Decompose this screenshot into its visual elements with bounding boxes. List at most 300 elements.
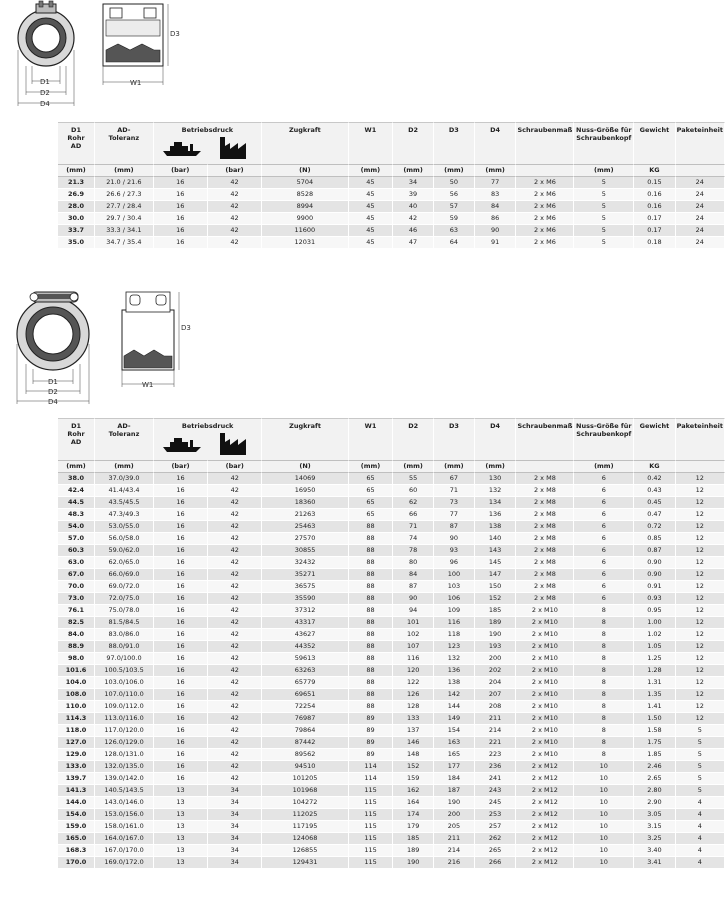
table-cell: 190 <box>475 629 517 641</box>
unit-gewicht: KG <box>634 460 675 473</box>
col-header-schraubenmass: Schraubenmaß <box>516 122 574 164</box>
table-cell: 211 <box>475 713 517 725</box>
table-cell: 32432 <box>262 557 348 569</box>
table-cell: 90 <box>434 533 475 545</box>
table-cell: 8 <box>574 641 634 653</box>
table-cell: 6 <box>574 593 634 605</box>
table-cell: 200 <box>434 809 475 821</box>
table-cell: 2 x M12 <box>516 809 574 821</box>
table-cell: 2 x M6 <box>516 213 574 225</box>
table-cell: 2 x M12 <box>516 785 574 797</box>
table-cell: 88 <box>349 557 394 569</box>
table-cell: 115 <box>349 845 394 857</box>
unit-p1: (bar) <box>154 460 208 473</box>
unit-schraube <box>516 164 574 177</box>
table-cell: 2 x M10 <box>516 737 574 749</box>
table-cell: 16 <box>154 629 208 641</box>
table-cell: 16 <box>154 533 208 545</box>
table-cell: 14069 <box>262 473 348 485</box>
table-cell: 96 <box>434 557 475 569</box>
col-header-pressure-label: Betriebsdruck <box>181 422 234 430</box>
table-cell: 16 <box>154 617 208 629</box>
table-cell: 57.0 <box>58 533 95 545</box>
table-cell: 12 <box>676 569 725 581</box>
table-cell: 10 <box>574 785 634 797</box>
table-cell: 43317 <box>262 617 348 629</box>
table-cell: 16 <box>154 569 208 581</box>
table-row <box>58 629 725 641</box>
table-cell: 170.0 <box>58 857 95 869</box>
table-cell: 2 x M8 <box>516 569 574 581</box>
table-cell: 153.0/156.0 <box>95 809 154 821</box>
table-cell: 221 <box>475 737 517 749</box>
table-cell: 102 <box>393 629 434 641</box>
table-cell: 132 <box>475 485 517 497</box>
table-cell: 34 <box>208 833 262 845</box>
table-cell: 88 <box>349 701 394 713</box>
table-cell: 8 <box>574 749 634 761</box>
table-cell: 90 <box>475 225 517 237</box>
table-cell: 115 <box>349 809 394 821</box>
table-cell: 59613 <box>262 653 348 665</box>
dim-label-d3: D3 <box>170 30 180 38</box>
table-cell: 116 <box>393 653 434 665</box>
table-cell: 8 <box>574 713 634 725</box>
table-cell: 2 x M8 <box>516 581 574 593</box>
table-cell: 1.28 <box>634 665 675 677</box>
table-cell: 42 <box>208 177 262 189</box>
table-cell: 47.3/49.3 <box>95 509 154 521</box>
table-cell: 1.85 <box>634 749 675 761</box>
table-row <box>58 201 725 213</box>
table-cell: 16 <box>154 545 208 557</box>
table-cell: 12 <box>676 497 725 509</box>
table-cell: 2 x M12 <box>516 857 574 869</box>
table-cell: 28.0 <box>58 201 95 213</box>
clamp-technical-drawing-small <box>8 0 188 112</box>
table-cell: 8 <box>574 617 634 629</box>
table-cell: 185 <box>393 833 434 845</box>
table-cell: 138 <box>475 521 517 533</box>
table-cell: 24 <box>676 225 725 237</box>
table-cell: 35.0 <box>58 237 95 249</box>
table-cell: 4 <box>676 821 725 833</box>
table-cell: 2 x M6 <box>516 237 574 249</box>
unit-p2: (bar) <box>208 460 262 473</box>
unit-paket <box>676 164 725 177</box>
table-cell: 87 <box>434 521 475 533</box>
table-cell: 159 <box>393 773 434 785</box>
table-cell: 66.0/69.0 <box>95 569 154 581</box>
table-cell: 42 <box>208 509 262 521</box>
dim-label-d2: D2 <box>48 388 58 396</box>
table-cell: 12 <box>676 545 725 557</box>
dim-label-w1: W1 <box>130 79 142 87</box>
table-cell: 1.00 <box>634 617 675 629</box>
table-cell: 12 <box>676 665 725 677</box>
table-cell: 126855 <box>262 845 348 857</box>
table-cell: 6 <box>574 581 634 593</box>
table-cell: 88 <box>349 545 394 557</box>
table-cell: 165 <box>434 749 475 761</box>
table-cell: 65 <box>349 485 394 497</box>
table-cell: 10 <box>574 833 634 845</box>
col-header-ad-tolerance: AD- Toleranz <box>95 418 154 460</box>
table-cell: 5 <box>574 189 634 201</box>
unit-zugkraft: (N) <box>262 164 349 177</box>
table-cell: 16 <box>154 237 208 249</box>
table-cell: 88 <box>349 653 394 665</box>
table-cell: 42 <box>208 725 262 737</box>
col-header-nuss: Nuss-Größe für Schraubenkopf <box>574 122 634 164</box>
table-cell: 88 <box>349 605 394 617</box>
table-cell: 6 <box>574 497 634 509</box>
table-cell: 67.0 <box>58 569 95 581</box>
col-header-gewicht: Gewicht <box>634 122 675 164</box>
table-cell: 88.0/91.0 <box>95 641 154 653</box>
table-cell: 16 <box>154 725 208 737</box>
table-cell: 42 <box>208 213 262 225</box>
table-cell: 159.0 <box>58 821 95 833</box>
table-cell: 1.31 <box>634 677 675 689</box>
table-cell: 12 <box>676 593 725 605</box>
table-cell: 164.0/167.0 <box>95 833 154 845</box>
table-cell: 200 <box>475 653 517 665</box>
table-cell: 42 <box>208 677 262 689</box>
table-cell: 76.1 <box>58 605 95 617</box>
table-cell: 34 <box>208 809 262 821</box>
factory-icon <box>218 137 248 159</box>
table-cell: 0.45 <box>634 497 675 509</box>
clamp-drawing-large <box>8 284 198 408</box>
table-cell: 73 <box>434 497 475 509</box>
spec-table-small <box>58 122 725 249</box>
table-cell: 12 <box>676 629 725 641</box>
table-cell: 16 <box>154 581 208 593</box>
table-cell: 71 <box>434 485 475 497</box>
table-cell: 0.87 <box>634 545 675 557</box>
table-cell: 149 <box>434 713 475 725</box>
table-cell: 114 <box>349 761 394 773</box>
table-row <box>58 521 725 533</box>
table-cell: 101.6 <box>58 665 95 677</box>
table-cell: 216 <box>434 857 475 869</box>
table-cell: 16 <box>154 485 208 497</box>
dim-label-d3: D3 <box>181 324 191 332</box>
table-cell: 40 <box>393 201 434 213</box>
table-cell: 165.0 <box>58 833 95 845</box>
table-cell: 2 x M10 <box>516 677 574 689</box>
table-cell: 187 <box>434 785 475 797</box>
col-header-d1: D1 Rohr AD <box>58 418 95 460</box>
table-cell: 12 <box>676 677 725 689</box>
table-cell: 72254 <box>262 701 348 713</box>
table-cell: 42 <box>208 569 262 581</box>
table-cell: 5 <box>676 725 725 737</box>
col-header-d2: D2 <box>393 418 434 460</box>
table-cell: 39 <box>393 189 434 201</box>
table-cell: 97.0/100.0 <box>95 653 154 665</box>
table-cell: 12 <box>676 581 725 593</box>
table-row <box>58 845 725 857</box>
table-cell: 34 <box>208 857 262 869</box>
table-cell: 47 <box>393 237 434 249</box>
table-cell: 12 <box>676 485 725 497</box>
table-cell: 2 x M8 <box>516 509 574 521</box>
table-cell: 88 <box>349 533 394 545</box>
table-row <box>58 605 725 617</box>
table-cell: 144 <box>434 701 475 713</box>
table-cell: 214 <box>434 845 475 857</box>
table-cell: 162 <box>393 785 434 797</box>
table-cell: 0.47 <box>634 509 675 521</box>
table-cell: 4 <box>676 797 725 809</box>
table-cell: 37312 <box>262 605 348 617</box>
table-row <box>58 809 725 821</box>
col-header-paket: Paketeinheit <box>676 418 725 460</box>
table-cell: 42 <box>208 581 262 593</box>
table-cell: 0.18 <box>634 237 675 249</box>
table-cell: 16 <box>154 761 208 773</box>
table-cell: 138 <box>434 677 475 689</box>
table-cell: 42 <box>208 665 262 677</box>
table-cell: 13 <box>154 821 208 833</box>
col-header-pressure <box>154 122 262 164</box>
col-header-ad-tolerance: AD- Toleranz <box>95 122 154 164</box>
table-cell: 3.15 <box>634 821 675 833</box>
table-cell: 136 <box>434 665 475 677</box>
table-cell: 0.72 <box>634 521 675 533</box>
table-cell: 84 <box>475 201 517 213</box>
unit-d4: (mm) <box>475 460 517 473</box>
table-cell: 24 <box>676 177 725 189</box>
table-cell: 127.0 <box>58 737 95 749</box>
table-cell: 107.0/110.0 <box>95 689 154 701</box>
table-cell: 8 <box>574 665 634 677</box>
table-cell: 62.0/65.0 <box>95 557 154 569</box>
table-cell: 89562 <box>262 749 348 761</box>
table-cell: 104.0 <box>58 677 95 689</box>
unit-ad: (mm) <box>95 164 154 177</box>
table-cell: 2 x M10 <box>516 605 574 617</box>
table-cell: 115 <box>349 797 394 809</box>
table-cell: 214 <box>475 725 517 737</box>
table-cell: 42 <box>208 737 262 749</box>
table-cell: 5704 <box>262 177 349 189</box>
table-cell: 110.0 <box>58 701 95 713</box>
table-cell: 13 <box>154 845 208 857</box>
table-row <box>58 773 725 785</box>
table-cell: 204 <box>475 677 517 689</box>
table-cell: 1.05 <box>634 641 675 653</box>
table-cell: 115 <box>349 785 394 797</box>
table-cell: 101205 <box>262 773 348 785</box>
table-cell: 13 <box>154 833 208 845</box>
table-cell: 137 <box>393 725 434 737</box>
table-cell: 45 <box>349 201 394 213</box>
table-cell: 93 <box>434 545 475 557</box>
table-cell: 16 <box>154 509 208 521</box>
col-header-d3: D3 <box>434 122 475 164</box>
table-cell: 86 <box>475 213 517 225</box>
table-cell: 107 <box>393 641 434 653</box>
table-cell: 2 x M8 <box>516 557 574 569</box>
table-cell: 10 <box>574 845 634 857</box>
table-cell: 8 <box>574 605 634 617</box>
unit-d3: (mm) <box>434 164 475 177</box>
table-cell: 27570 <box>262 533 348 545</box>
table-cell: 16 <box>154 593 208 605</box>
table-cell: 16 <box>154 497 208 509</box>
table-cell: 88 <box>349 569 394 581</box>
table-cell: 21.0 / 21.6 <box>95 177 154 189</box>
table-cell: 174 <box>393 809 434 821</box>
table-cell: 12 <box>676 533 725 545</box>
table-cell: 103.0/106.0 <box>95 677 154 689</box>
table-cell: 114 <box>349 773 394 785</box>
table-cell: 42 <box>208 201 262 213</box>
unit-p1: (bar) <box>154 164 208 177</box>
table-cell: 2 x M10 <box>516 653 574 665</box>
table-cell: 3.05 <box>634 809 675 821</box>
table-cell: 10 <box>574 821 634 833</box>
table-cell: 1.02 <box>634 629 675 641</box>
table-cell: 43.5/45.5 <box>95 497 154 509</box>
table-cell: 42 <box>208 533 262 545</box>
unit-d2: (mm) <box>393 164 434 177</box>
table-cell: 112025 <box>262 809 348 821</box>
table-cell: 8 <box>574 677 634 689</box>
table-cell: 88 <box>349 665 394 677</box>
col-header-schraubenmass: Schraubenmaß <box>516 418 574 460</box>
table-cell: 81.5/84.5 <box>95 617 154 629</box>
col-header-d4: D4 <box>475 122 517 164</box>
table-cell: 236 <box>475 761 517 773</box>
unit-w1: (mm) <box>349 460 394 473</box>
table-cell: 88 <box>349 593 394 605</box>
table-cell: 34 <box>208 845 262 857</box>
table-cell: 2 x M10 <box>516 725 574 737</box>
table-cell: 30855 <box>262 545 348 557</box>
table-cell: 2 x M8 <box>516 545 574 557</box>
table-cell: 16 <box>154 737 208 749</box>
table-cell: 42 <box>208 237 262 249</box>
table-cell: 132.0/135.0 <box>95 761 154 773</box>
table-cell: 128.0/131.0 <box>95 749 154 761</box>
table-cell: 2 x M8 <box>516 521 574 533</box>
table-cell: 12 <box>676 557 725 569</box>
table-cell: 30.0 <box>58 213 95 225</box>
table-cell: 29.7 / 30.4 <box>95 213 154 225</box>
table-cell: 253 <box>475 809 517 821</box>
unit-nuss: (mm) <box>574 460 634 473</box>
col-header-nuss: Nuss-Größe für Schraubenkopf <box>574 418 634 460</box>
table-cell: 10 <box>574 857 634 869</box>
table-cell: 70.0 <box>58 581 95 593</box>
table-cell: 139.0/142.0 <box>95 773 154 785</box>
table-row <box>58 237 725 249</box>
table-cell: 184 <box>434 773 475 785</box>
table-cell: 108.0 <box>58 689 95 701</box>
table-cell: 48.3 <box>58 509 95 521</box>
table-cell: 6 <box>574 473 634 485</box>
table-cell: 140.5/143.5 <box>95 785 154 797</box>
table-cell: 16 <box>154 557 208 569</box>
dim-label-d1: D1 <box>40 78 50 86</box>
table-cell: 1.41 <box>634 701 675 713</box>
table-cell: 13 <box>154 809 208 821</box>
table-cell: 100.5/103.5 <box>95 665 154 677</box>
table-row <box>58 593 725 605</box>
units-row <box>58 460 725 473</box>
ship-icon <box>162 139 202 157</box>
table-cell: 152 <box>475 593 517 605</box>
table-cell: 117195 <box>262 821 348 833</box>
table-cell: 190 <box>434 797 475 809</box>
table-cell: 2 x M6 <box>516 177 574 189</box>
unit-d3: (mm) <box>434 460 475 473</box>
table-cell: 12 <box>676 473 725 485</box>
table-cell: 3.25 <box>634 833 675 845</box>
table-cell: 158.0/161.0 <box>95 821 154 833</box>
unit-d4: (mm) <box>475 164 517 177</box>
table-cell: 243 <box>475 785 517 797</box>
table-cell: 0.90 <box>634 569 675 581</box>
table-cell: 1.58 <box>634 725 675 737</box>
table-cell: 16 <box>154 641 208 653</box>
table-row <box>58 701 725 713</box>
table-cell: 16950 <box>262 485 348 497</box>
table-cell: 0.15 <box>634 177 675 189</box>
table-row <box>58 761 725 773</box>
table-cell: 189 <box>393 845 434 857</box>
table-cell: 41.4/43.4 <box>95 485 154 497</box>
table-cell: 42 <box>208 485 262 497</box>
table-cell: 80 <box>393 557 434 569</box>
table-cell: 42 <box>208 557 262 569</box>
table-cell: 12 <box>676 653 725 665</box>
table-row <box>58 497 725 509</box>
table-cell: 10 <box>574 761 634 773</box>
table-cell: 82.5 <box>58 617 95 629</box>
table-cell: 133.0 <box>58 761 95 773</box>
table-cell: 89 <box>349 713 394 725</box>
col-header-pressure <box>154 418 262 460</box>
table-cell: 133 <box>393 713 434 725</box>
col-header-d3: D3 <box>434 418 475 460</box>
table-cell: 101968 <box>262 785 348 797</box>
table-cell: 2 x M10 <box>516 629 574 641</box>
dim-label-d2: D2 <box>40 89 50 97</box>
table-cell: 109.0/112.0 <box>95 701 154 713</box>
table-cell: 2 x M10 <box>516 713 574 725</box>
units-row <box>58 164 725 177</box>
table-cell: 115 <box>349 821 394 833</box>
table-cell: 2 x M10 <box>516 701 574 713</box>
table-row <box>58 225 725 237</box>
table-cell: 12 <box>676 521 725 533</box>
table-cell: 79864 <box>262 725 348 737</box>
table-cell: 143.0/146.0 <box>95 797 154 809</box>
table-cell: 21263 <box>262 509 348 521</box>
table-cell: 65 <box>349 473 394 485</box>
table-cell: 2.46 <box>634 761 675 773</box>
table-cell: 154 <box>434 725 475 737</box>
table-cell: 118.0 <box>58 725 95 737</box>
table-cell: 211 <box>434 833 475 845</box>
table-cell: 132 <box>434 653 475 665</box>
table-cell: 24 <box>676 189 725 201</box>
